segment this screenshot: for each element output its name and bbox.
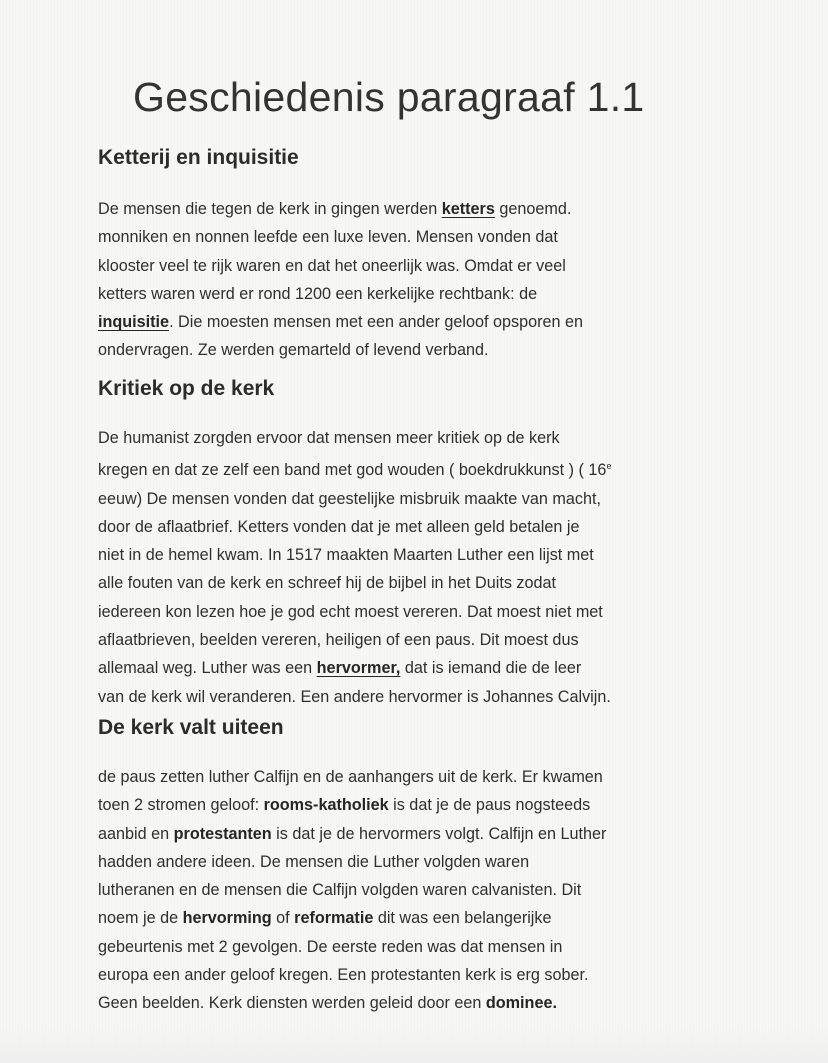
- text-line: iedereen kon lezen hoe je god echt moest vereren. Dat moest niet met: [98, 602, 603, 621]
- page-title: Geschiedenis paragraaf 1.1: [133, 74, 645, 120]
- text-line: eeuw) De mensen vonden dat geestelijke misbruik maakte van macht,: [98, 489, 601, 508]
- term-reformatie: reformatie: [294, 909, 374, 928]
- text-line: aflaatbrieven, beelden vereren, heiligen of een paus. Dit moest dus: [98, 631, 579, 650]
- text-line: allemaal weg. Luther was een hervormer, dat is iemand die de leer: [98, 659, 582, 678]
- text-line: aanbid en protestanten is dat je de hervormers volgt. Calfijn en Luther: [98, 824, 607, 843]
- text-line: lutheranen en de mensen die Calfijn volgden waren calvanisten. Dit: [98, 881, 582, 900]
- term-hervorming: hervorming: [182, 909, 272, 928]
- text-line: de paus zetten luther Calfijn en de aanhangers uit de kerk. Er kwamen: [98, 768, 603, 786]
- term-hervormer: hervormer,: [316, 659, 401, 678]
- term-protestanten: protestanten: [173, 824, 272, 843]
- section-heading-kritiek: Kritiek op de kerk: [98, 377, 275, 400]
- term-ketters: ketters: [441, 200, 495, 218]
- text-line: europa een ander geloof kregen. Een protestanten kerk is erg sober.: [98, 966, 589, 985]
- text-line: monniken en nonnen leefde een luxe leven. Mensen vonden dat: [98, 228, 558, 247]
- text-line: gebeurtenis met 2 gevolgen. De eerste reden was dat mensen in: [98, 937, 563, 956]
- term-rooms-katholiek: rooms-katholiek: [263, 796, 389, 815]
- text-line: ondervragen. Ze werden gemarteld of levend verband.: [98, 341, 489, 360]
- text-line: hadden andere ideen. De mensen die Luther volgden waren: [98, 852, 530, 871]
- text-line: klooster veel te rijk waren en dat het oneerlijk was. Omdat er veel: [98, 256, 566, 275]
- section-heading-kerk-valt-uiteen: De kerk valt uiteen: [98, 716, 284, 739]
- text-line: Geen beelden. Kerk diensten werden geleid door een dominee.: [98, 994, 557, 1013]
- text-line: ketters waren werd er rond 1200 een kerkelijke rechtbank: de: [98, 284, 538, 303]
- text-line: noem je de hervorming of reformatie dit was een belangerijke: [98, 909, 552, 928]
- page-bottom-shadow: [0, 1023, 828, 1063]
- text-line: inquisitie. Die moesten mensen met een ander geloof opsporen en: [98, 313, 584, 332]
- superscript: e: [606, 461, 612, 472]
- text-line: van de kerk wil veranderen. Een andere hervormer is Johannes Calvijn.: [98, 687, 611, 706]
- section-heading-ketterij: Ketterij en inquisitie: [98, 146, 299, 169]
- text-line: toen 2 stromen geloof: rooms-katholiek is dat je de paus nogsteeds: [98, 796, 591, 815]
- text-line: De mensen die tegen de kerk in gingen werden ketters genoemd.: [98, 200, 572, 218]
- text-line: De humanist zorgden ervoor dat mensen meer kritiek op de kerk: [98, 429, 560, 447]
- text-line: door de aflaatbrief. Ketters vonden dat je met alleen geld betalen je: [98, 517, 580, 536]
- term-inquisitie: inquisitie: [98, 313, 170, 332]
- paragraph-ketterij: [98, 195, 583, 365]
- text-line: niet in de hemel kwam. In 1517 maakten Maarten Luther een lijst met: [98, 546, 594, 565]
- text-line: alle fouten van de kerk en schreef hij de bijbel in het Duits zodat: [98, 574, 557, 593]
- term-dominee: dominee.: [485, 994, 557, 1013]
- text-line: kregen en dat ze zelf een band met god wouden ( boekdrukkunst ) ( 16e: [98, 461, 612, 480]
- paragraph-kritiek: [98, 424, 611, 711]
- paragraph-kerk-valt-uiteen: [98, 763, 606, 1018]
